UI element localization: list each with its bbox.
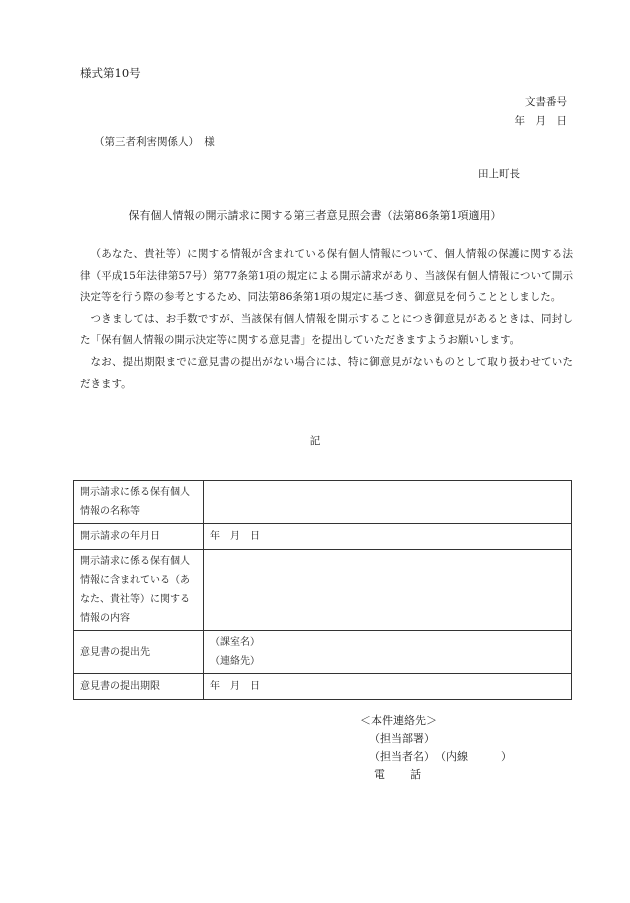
document-title: 保有個人情報の開示請求に関する第三者意見照会書（法第86条第1項適用） — [128, 209, 502, 222]
row-value — [204, 550, 572, 631]
row-label: 意見書の提出先 — [74, 631, 204, 674]
document-number: 文書番号 — [525, 96, 567, 108]
ki-heading: 記 — [309, 435, 321, 447]
contact-department: （担当部署） — [369, 732, 435, 745]
table-row — [74, 674, 572, 700]
row-value: 年 月 日 — [204, 674, 572, 700]
table-row — [74, 550, 572, 631]
issue-date: 年 月 日 — [514, 115, 567, 127]
row-value — [204, 481, 572, 524]
info-table — [73, 480, 572, 700]
table-row — [74, 481, 572, 524]
row-value — [204, 631, 572, 674]
contact-line: （連絡先） — [210, 656, 260, 667]
row-value: 年 月 日 — [204, 524, 572, 550]
sender: 田上町長 — [478, 168, 520, 180]
row-label: 開示請求に係る保有個人情報の名称等 — [74, 481, 204, 524]
contact-block — [360, 712, 512, 784]
table-row — [74, 631, 572, 674]
row-label: 開示請求の年月日 — [74, 524, 204, 550]
table-row — [74, 524, 572, 550]
form-number: 様式第10号 — [80, 66, 141, 80]
body-text — [80, 244, 573, 395]
department-name-line: （課室名） — [210, 637, 260, 648]
contact-phone: 電 話 — [374, 768, 422, 781]
contact-person: （担当者名） （内線 ） — [369, 750, 512, 763]
body-paragraph: なお、提出期限までに意見書の提出がない場合には、特に御意見がないものとして取り扱わせていただきます。 — [80, 355, 573, 390]
contact-heading: ＜本件連絡先＞ — [360, 714, 437, 727]
addressee: （第三者利害関係人） 様 — [94, 136, 215, 148]
row-label: 意見書の提出期限 — [74, 674, 204, 700]
body-paragraph: （あなた、貴社等）に関する情報が含まれている保有個人情報について、個人情報の保護に関する法律（平成15年法律第57号）第77条第1項の規定による開示請求があり、当該保有個人情報について開示決定等を行う際の参考とするため、同法第86条第1項の規定に基づき、御意見を伺うこととしました。 — [80, 248, 573, 304]
body-paragraph: つきましては、お手数ですが、当該保有個人情報を開示することにつき御意見があるときは、同封した「保有個人情報の開示決定等に関する意見書」を提出していただきますようお願いします。 — [80, 312, 573, 347]
row-label: 開示請求に係る保有個人情報に含まれている（あなた、貴社等）に関する情報の内容 — [74, 550, 204, 631]
